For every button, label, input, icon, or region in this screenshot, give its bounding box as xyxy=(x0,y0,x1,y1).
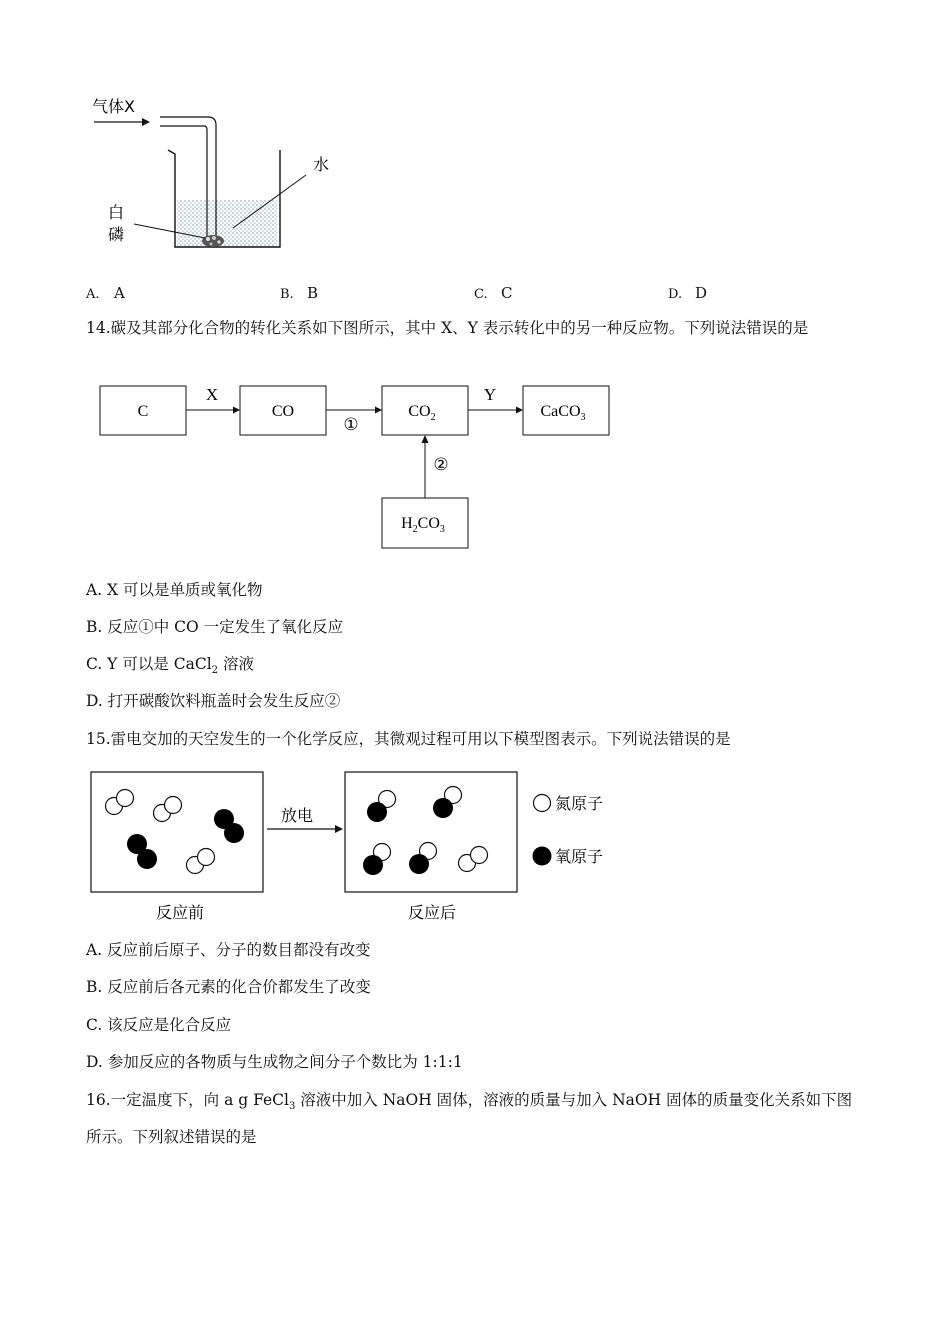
box-h2co3-text: $H_2CO_3$ xyxy=(401,515,445,535)
q14-option-a: A. X 可以是单质或氧化物 xyxy=(86,581,263,599)
q14-option-b: B. 反应①中 CO 一定发生了氧化反应 xyxy=(86,618,344,636)
before-caption: 反应前 xyxy=(155,903,205,922)
q14-stem: 14.碳及其部分化合物的转化关系如下图所示，其中 X、Y 表示转化中的另一种反应物。下列说法错误的是 xyxy=(86,319,809,337)
carbon-conversion-diagram xyxy=(90,370,620,555)
box-caco3-text: CaCO$_3$ xyxy=(540,403,586,423)
arrow-1-label: ① xyxy=(343,415,359,434)
box-co-text: CO xyxy=(271,403,295,420)
q13-option-c: C. C xyxy=(474,284,513,302)
arrow-2-label: ② xyxy=(433,455,449,474)
phosphorus-label-2: 磷 xyxy=(108,225,125,244)
phosphorus-label-1: 白 xyxy=(108,203,125,222)
q15-option-a: A. 反应前后原子、分子的数目都没有改变 xyxy=(86,941,371,959)
q13-option-d: D. D xyxy=(668,284,708,302)
q15-option-b: B. 反应前后各元素的化合价都发生了改变 xyxy=(86,978,371,996)
q15-stem: 15.雷电交加的天空发生的一个化学反应，其微观过程可用以下模型图表示。下列说法错误的是 xyxy=(86,730,731,748)
q14-option-d: D. 打开碳酸饮料瓶盖时会发生反应② xyxy=(86,692,341,710)
q16-stem: 16.一定温度下，向 a g FeCl$_3$ 溶液中加入 NaOH 固体，溶液的质量与加入 NaOH 固体的质量变化关系如下图 xyxy=(86,1091,853,1113)
oxygen-legend-icon xyxy=(533,847,552,866)
nitrogen-legend-icon xyxy=(534,795,551,812)
legend-oxygen: 氧原子 xyxy=(555,847,604,866)
q14-option-c: C. Y 可以是 CaCl$_2$ 溶液 xyxy=(86,655,254,677)
gas-x-label: 气体X xyxy=(92,97,135,116)
q13-option-a: A. A xyxy=(86,284,125,302)
molecule-model-diagram xyxy=(85,765,630,930)
beaker-figure xyxy=(80,88,360,263)
arrow-label: 放电 xyxy=(281,806,314,825)
box-c-text: C xyxy=(137,403,149,420)
q15-option-d: D. 参加反应的各物质与生成物之间分子个数比为 1:1:1 xyxy=(86,1053,463,1071)
arrow-y-label: Y xyxy=(483,385,497,404)
water-label: 水 xyxy=(313,155,330,174)
after-caption: 反应后 xyxy=(407,903,457,922)
arrow-x-label: X xyxy=(205,385,219,404)
q16-stem-line2: 所示。下列叙述错误的是 xyxy=(86,1128,257,1146)
legend-nitrogen: 氮原子 xyxy=(555,794,604,813)
box-co2-text: $CO_2$ xyxy=(408,403,436,423)
q15-option-c: C. 该反应是化合反应 xyxy=(86,1016,232,1034)
q13-option-b: B. B xyxy=(280,284,319,302)
